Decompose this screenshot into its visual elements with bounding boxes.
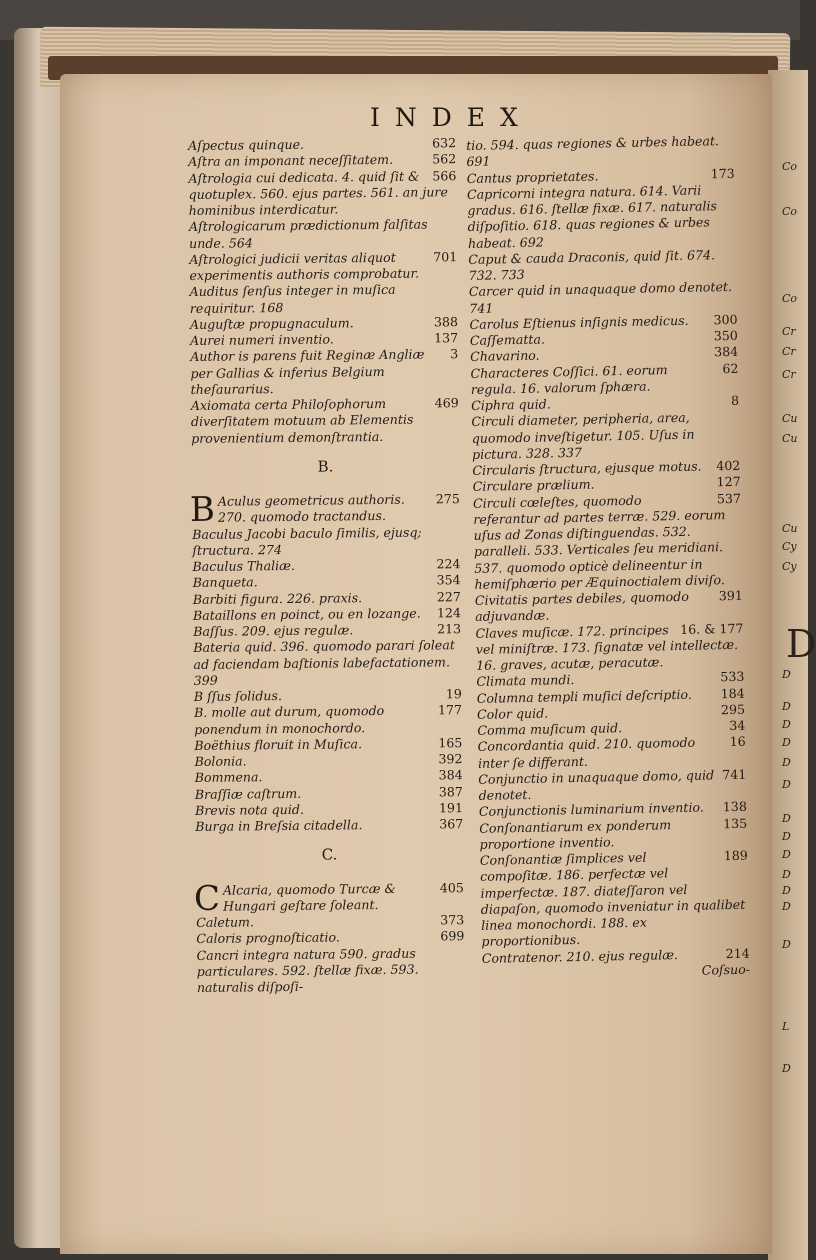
page-reference: 16. & 177 [680,620,744,637]
entry-text: B. molle aut durum, quomodo ponendum in monochordo. [193,703,385,737]
page-reference: 3 [450,346,459,362]
index-entry [196,945,464,997]
entry-text: Conſonantiarum ex ponderum proportione inventio. [479,816,672,852]
page-reference: 373 [440,912,465,928]
entry-text: Climata mundi. [476,672,575,690]
index-entry [188,168,456,220]
page-reference: 135 [723,815,748,831]
entry-text: tio. 594. quas regiones & urbes habeat. 691 [466,133,720,170]
entry-text: Banqueta. [192,574,258,591]
entry-text: Braſſiæ caſtrum. [194,785,302,802]
right-page-fragment: D [782,884,791,897]
entry-text: Capricorni integra natura. 614. Varii gradus. 616. ſtellæ fixæ. 617. naturalis diſpoſitio. 618. quas regiones & urbes habeat. 692 [466,182,718,251]
entry-text: Columna templi muſici deſcriptio. [476,686,692,706]
entry-text: Aſtrologici judicii veritas aliquot experimentis authoris comprobatur. [189,249,420,283]
entry-text: Caletum. [196,914,255,930]
index-entry [475,620,744,674]
entry-text: Baculus Jacobi baculo ſimilis, ejusq; ſtructura. 274 [192,524,422,558]
section-heading-c: C. [321,845,338,864]
right-page-fragment: D [782,830,791,843]
page-reference: 8 [730,392,740,408]
page-reference: 62 [722,360,739,376]
page-reference: 295 [720,701,746,717]
index-column-left [188,135,465,996]
entry-text: Comma muſicum quid. [477,720,623,738]
entry-text: Auguſtæ propugnaculum. [189,315,354,332]
index-entry [478,734,747,772]
entry-text: Aſtra an imponant neceſſitatem. [188,152,394,170]
entry-text: Circuli cœleſtes, quomodo referantur ad partes terræ. 529. eorum uſus ad Zonas diſtinguendas. 532. paralleli. 533. Verticales ſeu meridiani. 537. quomodo opticè delineentur in hemiſphærio per Æquinoctialem diviſo. [472,492,726,592]
page-reference: 16 [729,733,746,750]
right-page-fragment: Co [782,205,798,218]
page-reference: 699 [440,928,465,944]
right-page-fragment: Cy [782,540,797,553]
index-entry [194,702,462,737]
entry-text: Barbiti figura. 226. praxis. [192,589,363,607]
index-entry [470,360,739,398]
entry-text: Circulare prælium. [472,476,595,495]
entry-text: Cancri integra natura 590. gradus particulares. 592. ſtellæ fixæ. 593. naturalis diſpoſi- [196,945,419,995]
index-entry [471,409,740,463]
right-page-fragment: Cr [782,345,796,358]
entry-text: Auditus ſenſus integer in muſica requiritur. 168 [189,282,396,316]
page-reference: 138 [722,798,748,815]
entry-text: Conjunctio in unaquaque domo, quid denotet. [478,767,715,803]
right-page-fragment: Cr [782,368,796,381]
entry-text: Author is parens fuit Reginæ Angliæ per Gallias & inferius Belgium theſaurarius. [190,346,425,397]
entry-text: Conſonantiæ ſimplices vel compoſitæ. 186. perfectæ vel imperfectæ. 187. diateſſaron vel diapaſon, quomodo inveniatur in qualibet linea monochordi. 188. ex proportionibus. [479,849,746,950]
index-entry [193,637,461,689]
page-reference: 402 [716,457,741,474]
right-page-big-letter: D [786,622,816,666]
page-reference: 562 [432,151,457,167]
page-reference: 34 [729,717,746,734]
entry-text: Alcaria, quomodo Turcæ & Hungari geſtare ſoleant. [222,880,396,914]
right-page-fragment: D [782,756,791,769]
page-reference: 384 [438,767,463,783]
page-reference: 354 [436,572,461,588]
right-page-fragment: D [782,900,791,913]
index-column-right [466,133,750,983]
page-reference: 350 [713,327,738,344]
page-reference: 405 [439,879,464,895]
entry-text: Caloris prognoſticatio. [196,929,340,947]
page-reference: 701 [433,248,458,265]
page-reference: 537 [716,490,742,506]
index-entry [467,182,736,252]
drop-cap: C [193,878,221,919]
index-entry [473,490,743,593]
page-reference: 165 [438,734,463,751]
entry-text: Carolus Eſtienus inſignis medicus. [469,312,689,332]
right-page-fragment: L [782,1020,790,1033]
right-page-fragment: Co [782,160,798,173]
right-page-fragment: Co [782,292,798,305]
right-page-fragment: D [782,812,791,825]
entry-text: Aculus geometricus authoris. 270. quomodo tractandus. [217,491,405,525]
entry-text: Conjunctionis luminarium inventio. [478,799,704,820]
entry-text: Concordantia quid. 210. quomodo inter ſe differant. [477,734,696,771]
index-entry [190,346,458,398]
index-entry [469,279,738,317]
right-page-fragment: D [782,1062,791,1075]
right-page-fragment: D [782,778,791,791]
entry-text: Characteres Coſſici. 61. eorum regula. 16. valorum ſphæra. [470,361,668,397]
section-heading-b: B. [317,457,334,476]
index-entry [189,489,460,530]
page-reference: 391 [718,587,743,604]
page-reference: 533 [720,669,745,685]
right-page-fragment: Cu [782,522,798,535]
page-reference: 213 [437,621,462,637]
entry-text: Aſtrologia cui dedicata. 4. quid ſit & quotuplex. 560. ejus partes. 561. an jure hominibus interdicatur. [188,168,448,218]
page-reference: 214 [725,945,750,961]
index-entry [191,395,459,447]
page-reference: 127 [716,474,741,490]
page-reference: 173 [710,165,735,181]
page-reference: 387 [438,783,463,799]
right-page-fragment: D [782,700,791,713]
page-title: INDEX [370,103,533,132]
entry-text: Civitatis partes debiles, quomodo adjuvandæ. [474,588,689,625]
entry-text: Brevis nota quid. [194,801,304,818]
entry-text: Baculus Thaliæ. [192,557,296,574]
page-reference: 124 [436,604,462,621]
index-entry [475,588,744,626]
entry-text: Color quid. [476,705,549,722]
index-entry [189,249,457,284]
entry-text: Contratenor. 210. ejus regulæ. [481,946,679,966]
entry-text: Cantus proprietates. [466,167,599,186]
entry-text: B ſſus ſolidus. [193,688,283,704]
page-reference: 189 [723,847,748,864]
entry-text: Bateria quid. 396. quomodo parari ſoleat ad faciendam baſtionis labefactationem. 399 [193,637,455,688]
catchword: Coſsuo- [701,961,751,978]
drop-cap: B [189,489,216,530]
page-reference: 177 [437,702,463,718]
right-page-fragment: D [782,848,791,861]
entry-text: Boëthius floruit in Muſica. [194,735,363,753]
page-reference: 392 [438,751,463,767]
right-page-fragment: Cy [782,560,797,573]
page-reference: 566 [432,167,457,183]
entry-text: Bommena. [194,769,263,786]
page-reference: 469 [434,395,459,411]
index-entry [195,816,463,835]
entry-text: Ciphra quid. [470,396,551,413]
index-entry [466,133,735,171]
page-reference: 19 [445,686,462,702]
index-entry [468,247,737,285]
page-reference: 137 [433,330,459,346]
index-entry [478,766,747,804]
entry-text: Circuli diameter, peripheria, area, quomodo inveſtigetur. 105. Uſus in pictura. 328. 337 [471,410,695,462]
index-entry [193,878,464,919]
page-reference: 191 [438,799,464,816]
right-page-fragment: Cu [782,432,798,445]
page-reference: 227 [436,588,461,604]
page-reference: 184 [720,685,745,701]
index-entry [479,815,748,853]
entry-text: Chavarino. [470,347,540,365]
page-reference: 741 [722,766,747,782]
entry-text: Baſſus. 209. ejus regulæ. [193,622,354,639]
right-page-fragment: D [782,718,791,731]
index-entry [192,524,460,559]
entry-text: Carcer quid in unaquaque domo denotet. 741 [468,279,733,316]
entry-text: Caſſematta. [469,331,546,348]
right-page-fragment: D [782,736,791,749]
page-reference: 384 [713,344,739,360]
index-entry [480,848,750,951]
index-entry [190,281,458,316]
entry-text: Bolonia. [194,753,247,769]
entry-text: Circularis ſtructura, ejusque motus. [472,458,702,478]
entry-text: Aſpectus quinque. [188,136,305,153]
page-reference: 632 [431,135,457,151]
entry-text: Burga in Breſsia citadella. [195,817,363,834]
page-reference: 275 [435,491,460,507]
page-reference: 224 [436,556,461,572]
entry-text: Axiomata certa Philoſophorum diverſitatem motuum ab Elementis provenientium demonſtrantia. [190,395,414,446]
entry-text: Claves muſicæ. 172. principes vel miniſtræ. 173. ſignatæ vel intellectæ. 16. graves, acutæ, peracutæ. [475,621,739,673]
right-page-fragment: Cu [782,412,798,425]
page-reference: 300 [713,311,738,328]
index-entry [189,216,457,251]
right-page-fragment: Cr [782,325,796,338]
entry-text: Bataillons en poinct, ou en lozange. [192,605,421,623]
entry-text: Aſtrologicarum prædictionum falſitas unde. 564 [188,216,428,251]
right-page-fragment: D [782,868,791,881]
page-reference: 388 [433,313,459,330]
right-page-fragment: D [782,938,791,951]
page-reference: 367 [439,816,464,832]
entry-text: Caput & cauda Draconis, quid ſit. 674. 732. 733 [468,246,716,283]
right-page-fragment: D [782,668,791,681]
entry-text: Aurei numeri inventio. [190,331,334,348]
